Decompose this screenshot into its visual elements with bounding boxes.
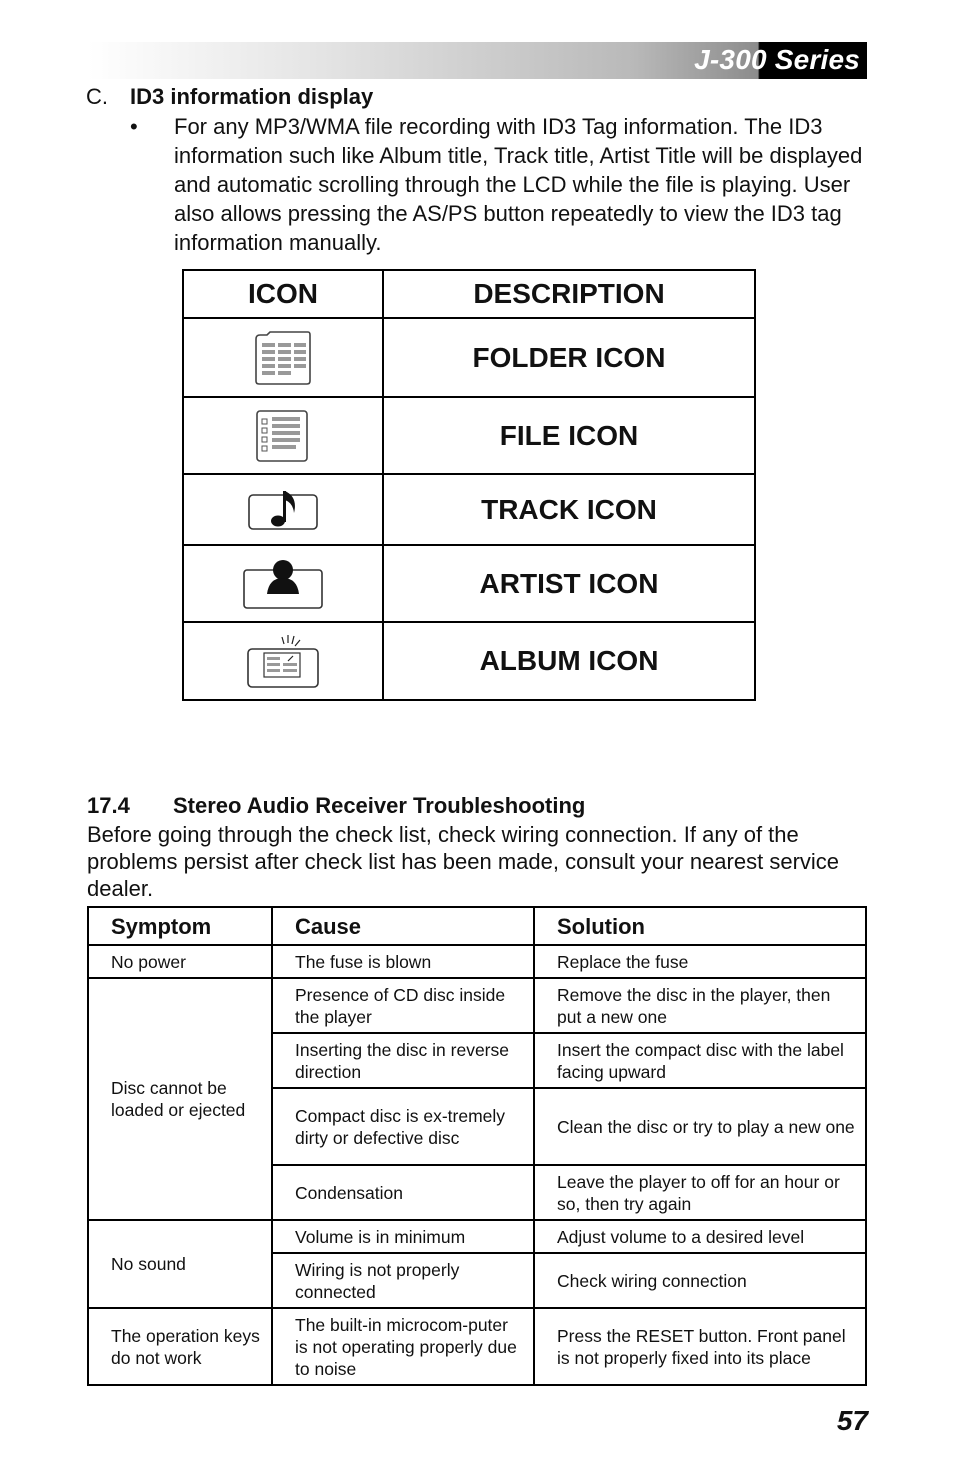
cause-cell: Compact disc is ex-tremely dirty or defective disc <box>272 1088 534 1165</box>
icon-description: ARTIST ICON <box>383 545 755 622</box>
solution-cell: Check wiring connection <box>534 1253 866 1308</box>
table-row <box>183 474 755 545</box>
section-letter: C. <box>86 84 108 109</box>
bullet-mark: • <box>130 114 138 139</box>
cause-cell: Inserting the disc in reverse direction <box>272 1033 534 1088</box>
symptom-cell: The operation keys do not work <box>88 1308 272 1385</box>
cause-cell: Volume is in minimum <box>272 1220 534 1253</box>
table-row <box>183 318 755 397</box>
section-17-4-heading <box>87 793 585 819</box>
table-row <box>183 545 755 622</box>
table-row <box>88 1308 866 1385</box>
bullet-text: For any MP3/WMA file recording with ID3 Tag information. The ID3 information such like Album title, Track title, Artist Title will be displayed and automatic scrolling through the LCD while the file is playing. User also allows pressing the AS/PS button repeatedly to view the ID3 tag information manually. <box>174 114 863 255</box>
symptom-header: Symptom <box>88 907 272 945</box>
cause-header: Cause <box>272 907 534 945</box>
table-row <box>183 397 755 474</box>
icon-table <box>182 269 756 701</box>
icon-description: ALBUM ICON <box>383 622 755 700</box>
icon-cell <box>183 545 383 622</box>
symptom-cell: Disc cannot be loaded or ejected <box>88 978 272 1220</box>
cause-cell: Presence of CD disc inside the player <box>272 978 534 1033</box>
track-icon <box>246 487 320 533</box>
solution-cell: Adjust volume to a desired level <box>534 1220 866 1253</box>
troubleshooting-header-row <box>88 907 866 945</box>
section-c-heading <box>86 84 373 110</box>
icon-column-header: ICON <box>183 270 383 318</box>
description-column-header: DESCRIPTION <box>383 270 755 318</box>
table-row <box>88 1220 866 1253</box>
solution-header: Solution <box>534 907 866 945</box>
artist-icon <box>241 556 325 612</box>
cause-cell: The fuse is blown <box>272 945 534 978</box>
troubleshooting-table <box>87 906 867 1386</box>
icon-description: TRACK ICON <box>383 474 755 545</box>
cause-cell: Wiring is not properly connected <box>272 1253 534 1308</box>
icon-cell <box>183 318 383 397</box>
section-number: 17.4 <box>87 793 130 818</box>
series-title: J-300 Series <box>694 44 860 75</box>
table-row <box>183 622 755 700</box>
table-row <box>88 945 866 978</box>
icon-cell <box>183 622 383 700</box>
solution-cell: Insert the compact disc with the label facing upward <box>534 1033 866 1088</box>
page-number: 57 <box>836 1405 868 1436</box>
solution-cell: Clean the disc or try to play a new one <box>534 1088 866 1165</box>
icon-cell <box>183 397 383 474</box>
icon-description: FOLDER ICON <box>383 318 755 397</box>
solution-cell: Replace the fuse <box>534 945 866 978</box>
section-title: Stereo Audio Receiver Troubleshooting <box>173 793 586 818</box>
solution-cell: Press the RESET button. Front panel is not properly fixed into its place <box>534 1308 866 1385</box>
cause-cell: Condensation <box>272 1165 534 1220</box>
file-icon <box>253 408 313 464</box>
solution-cell: Remove the disc in the player, then put a new one <box>534 978 866 1033</box>
table-row <box>88 978 866 1033</box>
cause-cell: The built-in microcom-puter is not operating properly due to noise <box>272 1308 534 1385</box>
solution-cell: Leave the player to off for an hour or so, then try again <box>534 1165 866 1220</box>
section-title: ID3 information display <box>130 84 374 109</box>
icon-table-header <box>183 270 755 318</box>
symptom-cell: No power <box>88 945 272 978</box>
icon-description: FILE ICON <box>383 397 755 474</box>
folder-icon <box>253 329 313 387</box>
symptom-cell: No sound <box>88 1220 272 1308</box>
intro-paragraph: Before going through the check list, check wiring connection. If any of the problems persist after check list has been made, consult your nearest service dealer. <box>87 822 840 901</box>
album-icon <box>245 631 321 691</box>
icon-cell <box>183 474 383 545</box>
